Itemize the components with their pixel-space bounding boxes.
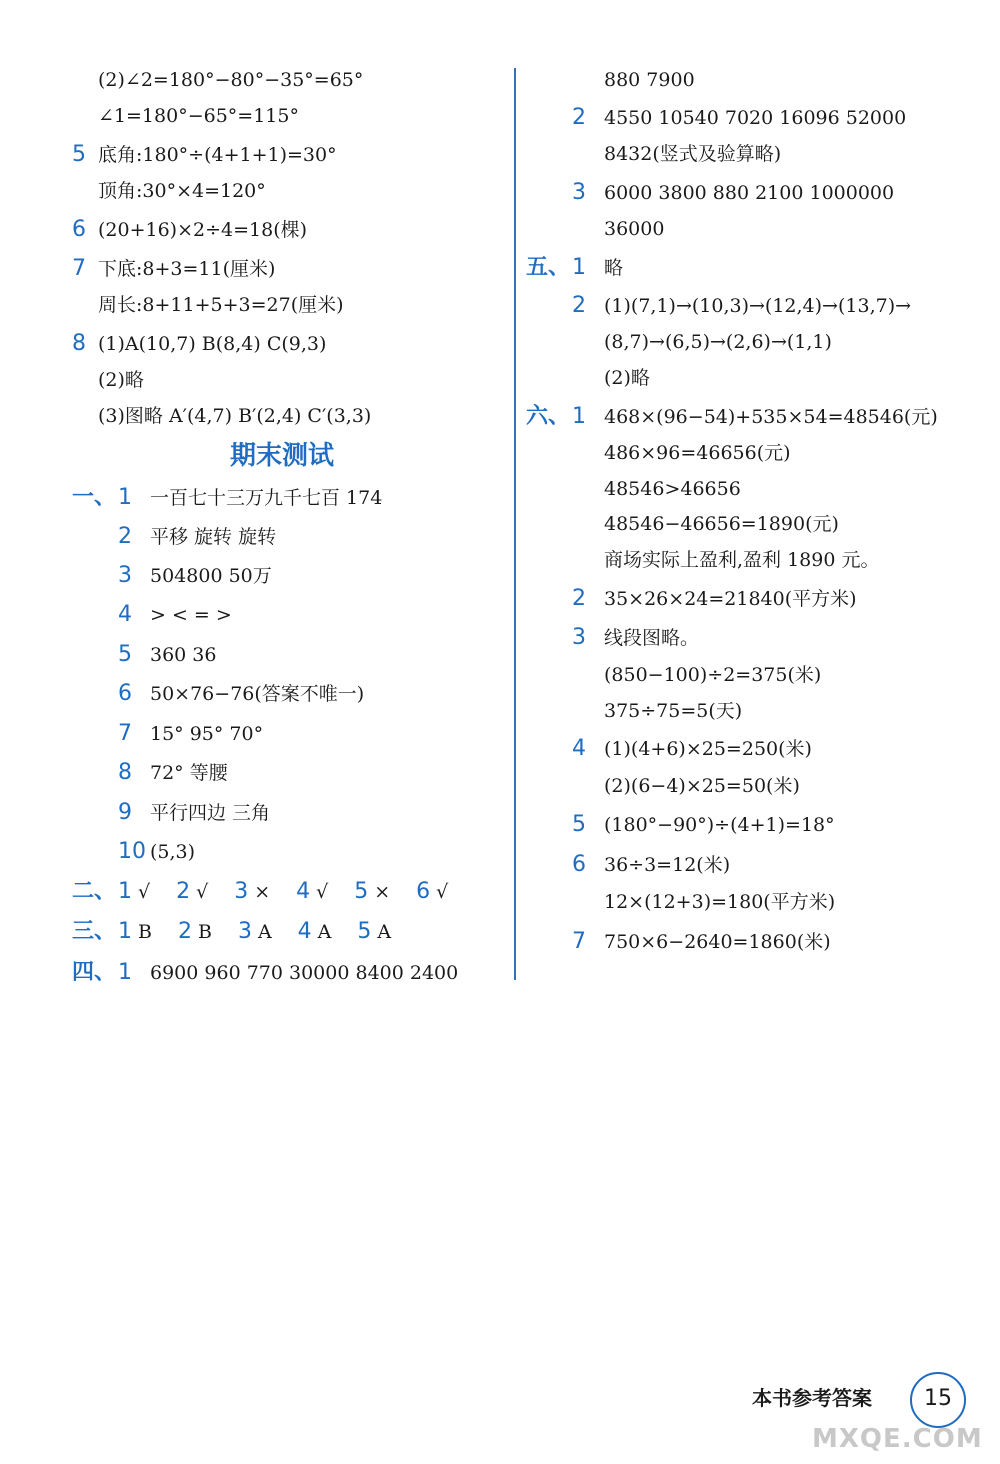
answer-line (72, 834, 195, 870)
answer-line (526, 693, 742, 729)
choice-row (72, 914, 417, 950)
answer-text: 750×6−2640=1860(米) (604, 931, 831, 953)
answer-line (526, 288, 911, 324)
item-number: 9 (118, 800, 132, 825)
answer-line (526, 324, 832, 360)
answer-text: 15° 95° 70° (150, 723, 264, 745)
answer-text: (2)略 (98, 369, 144, 391)
answer-text: 72° 等腰 (150, 762, 228, 784)
item-number: 1 (572, 404, 586, 429)
answer-line (526, 542, 879, 578)
item-number: 5 (72, 142, 86, 167)
answer-text: (5,3) (150, 841, 196, 863)
footer-label: 本书参考答案 (752, 1386, 872, 1410)
answer-text: (3)图略 A′(4,7) B′(2,4) C′(3,3) (98, 405, 372, 427)
answer-text: (8,7)→(6,5)→(2,6)→(1,1) (604, 331, 832, 353)
item-number: 1 (118, 960, 132, 985)
answer-text: 平移 旋转 旋转 (150, 526, 277, 548)
answer-text: (1)A(10,7) B(8,4) C(9,3) (98, 333, 327, 355)
answer-line (526, 768, 800, 804)
answer-line (526, 581, 857, 617)
answer-text: 一百七十三万九千七百 174 (150, 487, 383, 509)
answer-line (72, 716, 263, 752)
item-number: 7 (572, 929, 586, 954)
watermark: MXQE.COM (812, 1424, 983, 1454)
answer-text: 4550 10540 7020 16096 52000 (604, 107, 907, 129)
answer-line (72, 326, 326, 362)
answer-line (72, 212, 307, 248)
item-number: 5 (357, 919, 372, 944)
answer-line (526, 506, 839, 542)
item-number: 5 (354, 879, 369, 904)
item-number: 1 (118, 919, 132, 944)
answer-line (72, 955, 458, 991)
answer-line (526, 807, 835, 843)
item-number: 1 (118, 485, 132, 510)
item-number: 3 (234, 879, 249, 904)
answer-text: √ (316, 881, 329, 903)
answer-line (72, 755, 228, 791)
answer-text: (2)(6−4)×25=50(米) (604, 775, 800, 797)
answer-text: × (374, 881, 391, 903)
section-title: 期末测试 (230, 441, 335, 471)
item-number: 5 (118, 642, 132, 667)
item-number: 3 (237, 919, 252, 944)
section-label: 六、 (526, 404, 571, 429)
answer-line (72, 637, 216, 673)
answer-text: 486×96=46656(元) (604, 442, 791, 464)
item-number: 2 (572, 586, 586, 611)
answer-line (526, 399, 938, 435)
answer-text: 36000 (604, 218, 665, 240)
answer-text: B (197, 921, 212, 943)
answer-text: ∠1=180°−65°=115° (98, 105, 299, 127)
item-number: 7 (72, 256, 86, 281)
answer-line (526, 62, 695, 98)
answer-text: A (377, 921, 392, 943)
answer-text: 35×26×24=21840(平方米) (604, 588, 857, 610)
item-number: 6 (118, 681, 132, 706)
answer-line (526, 175, 894, 211)
answer-text: 平行四边 三角 (150, 802, 271, 824)
section-label: 二、 (72, 879, 117, 904)
answer-text: 880 7900 (604, 69, 695, 91)
page-number: 15 (910, 1372, 966, 1428)
answer-line (72, 251, 275, 287)
answer-line (526, 250, 623, 286)
answer-text: 周长:8+11+5+3=27(厘米) (98, 294, 344, 316)
answer-line (72, 558, 272, 594)
answer-line (72, 173, 266, 209)
answer-line (72, 597, 232, 633)
item-number: 1 (572, 255, 586, 280)
answer-text: 50×76−76(答案不唯一) (150, 683, 365, 705)
section-label: 五、 (526, 255, 571, 280)
answer-text: 48546>46656 (604, 478, 741, 500)
answer-text: √ (436, 881, 449, 903)
item-number: 2 (118, 524, 132, 549)
item-number: 3 (118, 563, 132, 588)
item-number: 6 (572, 852, 586, 877)
answer-line (72, 398, 371, 434)
answer-line (526, 884, 835, 920)
column-divider (514, 68, 516, 980)
answer-text: 468×(96−54)+535×54=48546(元) (604, 406, 938, 428)
answer-line (72, 287, 344, 323)
item-number: 8 (72, 331, 86, 356)
answer-line (526, 211, 664, 247)
item-number: 2 (572, 105, 586, 130)
answer-line (72, 519, 276, 555)
answer-text: 12×(12+3)=180(平方米) (604, 891, 836, 913)
answer-text: (1)(7,1)→(10,3)→(12,4)→(13,7)→ (604, 295, 912, 317)
answer-text: 48546−46656=1890(元) (604, 513, 839, 535)
item-number: 1 (118, 879, 132, 904)
answer-text: A (257, 921, 272, 943)
answer-line (526, 136, 781, 172)
answer-text: 375÷75=5(天) (604, 700, 743, 722)
item-number: 4 (296, 879, 311, 904)
answer-text: 线段图略。 (604, 627, 700, 649)
answer-text: 底角:180°÷(4+1+1)=30° (98, 144, 337, 166)
item-number: 2 (176, 879, 191, 904)
judge-row (72, 874, 474, 910)
answer-line (526, 435, 791, 471)
answer-line (526, 731, 812, 767)
section-label: 四、 (72, 960, 117, 985)
answer-line (526, 360, 650, 396)
answer-text: √ (138, 881, 151, 903)
answer-text: × (254, 881, 271, 903)
item-number: 6 (416, 879, 431, 904)
answer-line (72, 480, 382, 516)
answer-line (72, 362, 144, 398)
answer-line (526, 924, 831, 960)
section-label: 一、 (72, 485, 117, 510)
answer-text: (850−100)÷2=375(米) (604, 664, 822, 686)
item-number: 7 (118, 721, 132, 746)
item-number: 4 (572, 736, 586, 761)
answer-text: (2)略 (604, 367, 650, 389)
answer-text: (1)(4+6)×25=250(米) (604, 738, 812, 760)
answer-line (526, 620, 699, 656)
answer-line (72, 62, 363, 98)
answer-text: 8432(竖式及验算略) (604, 143, 782, 165)
item-number: 8 (118, 760, 132, 785)
item-number: 10 (118, 839, 146, 864)
answer-text: 顶角:30°×4=120° (98, 180, 266, 202)
answer-text: 6900 960 770 30000 8400 2400 (150, 962, 459, 984)
answer-text: 下底:8+3=11(厘米) (98, 258, 276, 280)
answer-text: (20+16)×2÷4=18(棵) (98, 219, 308, 241)
item-number: 4 (118, 602, 132, 627)
answer-text: A (317, 921, 332, 943)
answer-line (72, 137, 337, 173)
answer-line (526, 847, 730, 883)
answer-text: B (138, 921, 152, 943)
answer-line (526, 100, 906, 136)
item-number: 3 (572, 180, 586, 205)
answer-text: √ (196, 881, 209, 903)
answer-text: 商场实际上盈利,盈利 1890 元。 (604, 549, 880, 571)
answer-text: (180°−90°)÷(4+1)=18° (604, 814, 835, 836)
answer-text: 36÷3=12(米) (604, 854, 731, 876)
answer-line (72, 676, 364, 712)
answer-line (72, 795, 270, 831)
section-label: 三、 (72, 919, 117, 944)
answer-line (72, 98, 299, 134)
answer-text: 6000 3800 880 2100 1000000 (604, 182, 895, 204)
answer-line (526, 657, 821, 693)
item-number: 5 (572, 812, 586, 837)
answer-text: 504800 50万 (150, 565, 272, 587)
answer-text: 略 (604, 257, 624, 279)
answer-line (526, 471, 741, 507)
answer-text: (2)∠2=180°−80°−35°=65° (98, 69, 364, 91)
item-number: 3 (572, 625, 586, 650)
answer-text: > < = > (150, 604, 232, 626)
item-number: 4 (297, 919, 312, 944)
item-number: 6 (72, 217, 86, 242)
item-number: 2 (572, 293, 586, 318)
item-number: 2 (177, 919, 192, 944)
answer-text: 360 36 (150, 644, 217, 666)
